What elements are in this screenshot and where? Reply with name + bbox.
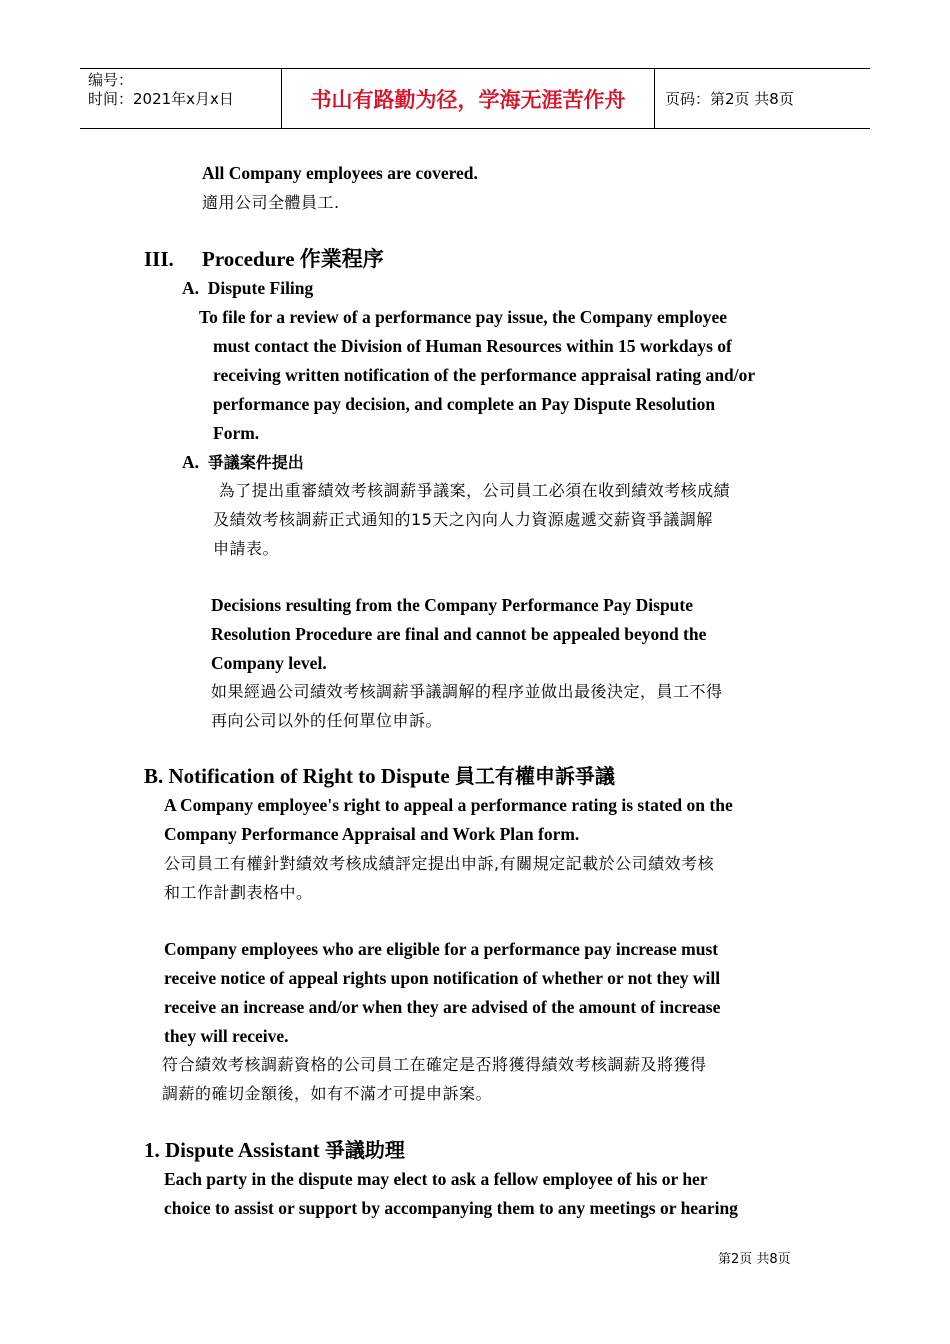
scope-en: All Company employees are covered.	[202, 163, 478, 183]
decisions-en-line-1: Resolution Procedure are final and cannot be appealed beyond the	[211, 624, 707, 644]
sub-a-cn-line-0: 為了提出重審績效考核調薪爭議案，公司員工必須在收到績效考核成績	[213, 481, 731, 500]
sub-a-line-3: performance pay decision, and complete an Pay Dispute Resolution	[213, 394, 716, 414]
section-b-p2-cn-0: 符合績效考核調薪資格的公司員工在確定是否將獲得績效考核調薪及將獲得	[162, 1055, 707, 1074]
sub-a-cn-title: 爭議案件提出	[207, 453, 304, 472]
section-3-title-text: Procedure 作業程序	[202, 247, 384, 271]
section-b-p2-en-0: Company employees who are eligible for a performance pay increase must	[164, 939, 719, 959]
section-b-heading	[144, 762, 615, 791]
section-1-line-0: Each party in the dispute may elect to ask a fellow employee of his or her	[164, 1169, 708, 1189]
sub-a-cn-line-1: 及績效考核調薪正式通知的15天之內向人力資源處遞交薪資爭議調解	[213, 510, 713, 529]
header-page-info: 页码：第2页 共8页	[665, 90, 794, 108]
document-header	[80, 68, 870, 129]
time-label: 时间：2021年x月x日	[88, 90, 234, 108]
section-1-title-cn: 爭議助理	[324, 1138, 405, 1162]
header-meta	[80, 69, 282, 128]
decisions-en-line-2: Company level.	[211, 653, 327, 673]
number-label: 编号：	[88, 71, 134, 89]
section-1-line-1: choice to assist or support by accompanying them to any meetings or hearing	[164, 1198, 738, 1218]
sub-a-cn-line-2: 申請表。	[213, 539, 280, 558]
sub-a-line-2: receiving written notification of the performance appraisal rating and/or	[213, 365, 756, 385]
section-b-p2-en-2: receive an increase and/or when they are advised of the amount of increase	[164, 997, 721, 1017]
decisions-cn-line-1: 再向公司以外的任何單位申訴。	[211, 711, 443, 730]
sub-a-line-1: must contact the Division of Human Resources within 15 workdays of	[213, 336, 732, 356]
section-b-p2-cn-1: 調薪的確切金額後，如有不滿才可提申訴案。	[162, 1084, 493, 1103]
page-footer: 第2页 共8页	[718, 1252, 791, 1267]
sub-a-label: A.	[182, 278, 200, 298]
section-3-numeral: III.	[144, 247, 174, 271]
decisions-en-line-0: Decisions resulting from the Company Performance Pay Dispute	[211, 595, 694, 615]
sub-a-heading	[182, 274, 313, 303]
section-b-title-cn: 員工有權申訴爭議	[454, 764, 615, 788]
sub-a-line-0: To file for a review of a performance pay issue, the Company employee	[199, 307, 728, 327]
section-b-p2-en-1: receive notice of appeal rights upon notification of whether or not they will	[164, 968, 721, 988]
section-1-heading	[144, 1136, 405, 1165]
sub-a-cn-heading	[182, 448, 304, 477]
scope-cn: 適用公司全體員工.	[202, 193, 340, 212]
section-b-p2-en-3: they will receive.	[164, 1026, 289, 1046]
sub-a-cn-label: A.	[182, 452, 200, 472]
sub-a-title: Dispute Filing	[207, 278, 314, 298]
section-b-p1-en-0: A Company employee's right to appeal a performance rating is stated on the	[164, 795, 733, 815]
section-b-p1-en-1: Company Performance Appraisal and Work Plan form.	[164, 824, 580, 844]
section-b-p1-cn-0: 公司員工有權針對績效考核成績評定提出申訴,有關規定記載於公司績效考核	[164, 854, 715, 873]
section-3-title	[202, 245, 384, 274]
section-b-p1-cn-1: 和工作計劃表格中。	[164, 883, 313, 902]
header-motto: 书山有路勤为径，学海无涯苦作舟	[282, 69, 655, 128]
sub-a-line-4: Form.	[213, 423, 260, 443]
section-b-title: B. Notification of Right to Dispute	[144, 764, 455, 788]
decisions-cn-line-0: 如果經過公司績效考核調薪爭議調解的程序並做出最後決定，員工不得	[211, 682, 723, 701]
section-1-title: 1. Dispute Assistant	[144, 1138, 325, 1162]
